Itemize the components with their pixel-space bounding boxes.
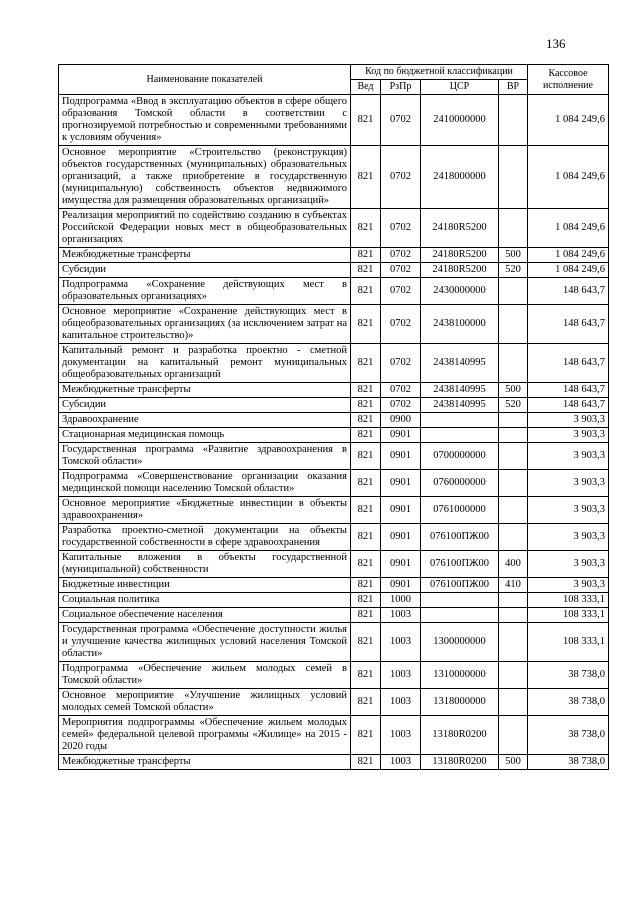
row-ved: 821 — [351, 689, 381, 716]
row-name: Социальная политика — [59, 593, 351, 608]
row-vr — [499, 497, 528, 524]
row-ved: 821 — [351, 146, 381, 209]
row-name: Подпрограмма «Ввод в эксплуатацию объектов в сфере общего образования Томской области в соответствии с прогнозируемой потребностью и современными требованиями к условиям обучения» — [59, 95, 351, 146]
row-sum: 1 084 249,6 — [528, 95, 609, 146]
row-vr — [499, 344, 528, 383]
row-rzpr: 0901 — [381, 524, 421, 551]
row-name: Разработка проектно-сметной документации на объекты государственной собственности в сфере здравоохранения — [59, 524, 351, 551]
row-sum: 3 903,3 — [528, 428, 609, 443]
header-ved: Вед — [351, 80, 381, 95]
row-rzpr: 1003 — [381, 662, 421, 689]
row-name: Государственная программа «Развитие здравоохранения в Томской области» — [59, 443, 351, 470]
row-vr: 410 — [499, 578, 528, 593]
row-vr — [499, 662, 528, 689]
row-vr: 520 — [499, 398, 528, 413]
row-ved: 821 — [351, 551, 381, 578]
table-body — [59, 95, 609, 770]
row-rzpr: 0702 — [381, 248, 421, 263]
row-ved: 821 — [351, 263, 381, 278]
row-rzpr: 0702 — [381, 209, 421, 248]
row-rzpr: 0901 — [381, 443, 421, 470]
row-rzpr: 0702 — [381, 278, 421, 305]
row-sum: 3 903,3 — [528, 551, 609, 578]
table-row — [59, 95, 609, 146]
row-ved: 821 — [351, 755, 381, 770]
row-csr: 0761000000 — [421, 497, 499, 524]
row-csr: 1318000000 — [421, 689, 499, 716]
table-row — [59, 524, 609, 551]
row-rzpr: 0901 — [381, 428, 421, 443]
row-sum: 148 643,7 — [528, 383, 609, 398]
row-sum: 108 333,1 — [528, 593, 609, 608]
row-name: Здравоохранение — [59, 413, 351, 428]
row-rzpr: 1003 — [381, 716, 421, 755]
table-row — [59, 413, 609, 428]
table-row — [59, 248, 609, 263]
header-csr: ЦСР — [421, 80, 499, 95]
row-csr: 2438100000 — [421, 305, 499, 344]
table-row — [59, 383, 609, 398]
row-name: Реализация мероприятий по содействию созданию в субъектах Российской Федерации новых мест в общеобразовательных организациях — [59, 209, 351, 248]
row-csr: 24180R5200 — [421, 209, 499, 248]
row-vr — [499, 470, 528, 497]
row-rzpr: 0702 — [381, 263, 421, 278]
row-ved: 821 — [351, 608, 381, 623]
row-name: Мероприятия подпрограммы «Обеспечение жильем молодых семей» федеральной целевой программы «Жилище» на 2015 - 2020 годы — [59, 716, 351, 755]
row-sum: 108 333,1 — [528, 623, 609, 662]
row-csr: 0700000000 — [421, 443, 499, 470]
table-row — [59, 398, 609, 413]
row-csr: 076100ПЖ00 — [421, 578, 499, 593]
row-rzpr: 0702 — [381, 398, 421, 413]
row-sum: 38 738,0 — [528, 689, 609, 716]
row-vr — [499, 305, 528, 344]
row-vr: 520 — [499, 263, 528, 278]
row-rzpr: 0702 — [381, 305, 421, 344]
budget-table — [58, 64, 609, 770]
row-sum: 38 738,0 — [528, 755, 609, 770]
table-row — [59, 551, 609, 578]
row-sum: 1 084 249,6 — [528, 263, 609, 278]
row-csr: 1300000000 — [421, 623, 499, 662]
table-row — [59, 593, 609, 608]
row-name: Основное мероприятие «Сохранение действующих мест в общеобразовательных организациях (за исключением затрат на капитальное строительство)» — [59, 305, 351, 344]
row-rzpr: 0901 — [381, 578, 421, 593]
row-rzpr: 0900 — [381, 413, 421, 428]
row-vr — [499, 608, 528, 623]
page-number: 136 — [546, 36, 566, 51]
row-ved: 821 — [351, 524, 381, 551]
row-ved: 821 — [351, 398, 381, 413]
row-rzpr: 0702 — [381, 95, 421, 146]
row-name: Субсидии — [59, 398, 351, 413]
row-rzpr: 1000 — [381, 593, 421, 608]
row-name: Капитальные вложения в объекты государственной (муниципальной) собственности — [59, 551, 351, 578]
row-csr: 2430000000 — [421, 278, 499, 305]
table-row — [59, 578, 609, 593]
row-sum: 1 084 249,6 — [528, 248, 609, 263]
row-vr — [499, 413, 528, 428]
row-rzpr: 0901 — [381, 551, 421, 578]
row-csr: 2438140995 — [421, 383, 499, 398]
row-rzpr: 0702 — [381, 146, 421, 209]
row-name: Бюджетные инвестиции — [59, 578, 351, 593]
row-name: Основное мероприятие «Строительство (реконструкция) объектов государственных (муниципальных) образовательных организаций, а также приобретение в государственную (муниципальную) собственность объектов недвижимого имущества для размещения образовательных организаций» — [59, 146, 351, 209]
row-csr: 2410000000 — [421, 95, 499, 146]
row-sum: 148 643,7 — [528, 344, 609, 383]
row-name: Межбюджетные трансферты — [59, 755, 351, 770]
row-name: Государственная программа «Обеспечение доступности жилья и улучшение качества жилищных условий населения Томской области» — [59, 623, 351, 662]
row-ved: 821 — [351, 413, 381, 428]
table-row — [59, 263, 609, 278]
row-name: Межбюджетные трансферты — [59, 383, 351, 398]
row-vr — [499, 623, 528, 662]
table-row — [59, 146, 609, 209]
table-row — [59, 755, 609, 770]
row-sum: 148 643,7 — [528, 278, 609, 305]
row-csr: 24180R5200 — [421, 263, 499, 278]
row-csr: 2438140995 — [421, 344, 499, 383]
row-ved: 821 — [351, 623, 381, 662]
row-csr — [421, 593, 499, 608]
row-sum: 108 333,1 — [528, 608, 609, 623]
row-ved: 821 — [351, 428, 381, 443]
row-ved: 821 — [351, 716, 381, 755]
table-row — [59, 470, 609, 497]
row-name: Подпрограмма «Сохранение действующих мест в образовательных организациях» — [59, 278, 351, 305]
header-name: Наименование показателей — [59, 65, 351, 95]
row-rzpr: 1003 — [381, 689, 421, 716]
row-ved: 821 — [351, 344, 381, 383]
row-ved: 821 — [351, 209, 381, 248]
row-sum: 38 738,0 — [528, 716, 609, 755]
row-rzpr: 1003 — [381, 623, 421, 662]
row-vr — [499, 146, 528, 209]
header-execution: Кассовое исполнение — [528, 65, 609, 95]
row-ved: 821 — [351, 383, 381, 398]
row-csr: 076100ПЖ00 — [421, 551, 499, 578]
row-ved: 821 — [351, 95, 381, 146]
table-row — [59, 623, 609, 662]
table-row — [59, 443, 609, 470]
row-vr: 400 — [499, 551, 528, 578]
row-vr — [499, 593, 528, 608]
row-csr: 2438140995 — [421, 398, 499, 413]
row-rzpr: 0901 — [381, 497, 421, 524]
table-row — [59, 305, 609, 344]
row-vr — [499, 428, 528, 443]
header-rzpr: РзПр — [381, 80, 421, 95]
row-name: Основное мероприятие «Бюджетные инвестиции в объекты здравоохранения» — [59, 497, 351, 524]
row-rzpr: 0901 — [381, 470, 421, 497]
row-ved: 821 — [351, 278, 381, 305]
row-csr: 13180R0200 — [421, 755, 499, 770]
row-csr: 0760000000 — [421, 470, 499, 497]
table-header — [59, 65, 609, 95]
row-name: Капитальный ремонт и разработка проектно - сметной документации на капитальный ремонт муниципальных общеобразовательных организаций — [59, 344, 351, 383]
row-vr: 500 — [499, 755, 528, 770]
row-name: Социальное обеспечение населения — [59, 608, 351, 623]
row-ved: 821 — [351, 443, 381, 470]
row-sum: 3 903,3 — [528, 470, 609, 497]
row-rzpr: 1003 — [381, 755, 421, 770]
row-name: Подпрограмма «Обеспечение жильем молодых семей в Томской области» — [59, 662, 351, 689]
row-sum: 1 084 249,6 — [528, 146, 609, 209]
row-vr — [499, 95, 528, 146]
table-row — [59, 209, 609, 248]
row-ved: 821 — [351, 578, 381, 593]
row-vr — [499, 524, 528, 551]
row-name: Подпрограмма «Совершенствование организации оказания медицинской помощи населению Томской области» — [59, 470, 351, 497]
row-sum: 3 903,3 — [528, 413, 609, 428]
table-row — [59, 662, 609, 689]
row-ved: 821 — [351, 497, 381, 524]
row-csr: 24180R5200 — [421, 248, 499, 263]
row-vr: 500 — [499, 383, 528, 398]
row-sum: 3 903,3 — [528, 443, 609, 470]
row-vr — [499, 209, 528, 248]
row-rzpr: 0702 — [381, 383, 421, 398]
row-sum: 148 643,7 — [528, 398, 609, 413]
table-row — [59, 278, 609, 305]
table-row — [59, 497, 609, 524]
row-vr — [499, 278, 528, 305]
header-vr: ВР — [499, 80, 528, 95]
row-csr — [421, 428, 499, 443]
row-sum: 1 084 249,6 — [528, 209, 609, 248]
row-rzpr: 1003 — [381, 608, 421, 623]
row-name: Субсидии — [59, 263, 351, 278]
row-name: Стационарная медицинская помощь — [59, 428, 351, 443]
row-csr: 13180R0200 — [421, 716, 499, 755]
row-csr: 2418000000 — [421, 146, 499, 209]
row-sum: 3 903,3 — [528, 578, 609, 593]
row-vr — [499, 443, 528, 470]
row-sum: 3 903,3 — [528, 524, 609, 551]
row-ved: 821 — [351, 248, 381, 263]
row-vr — [499, 716, 528, 755]
row-name: Основное мероприятие «Улучшение жилищных условий молодых семей Томской области» — [59, 689, 351, 716]
row-ved: 821 — [351, 470, 381, 497]
row-sum: 3 903,3 — [528, 497, 609, 524]
row-vr: 500 — [499, 248, 528, 263]
row-ved: 821 — [351, 305, 381, 344]
table-row — [59, 608, 609, 623]
row-csr: 1310000000 — [421, 662, 499, 689]
row-rzpr: 0702 — [381, 344, 421, 383]
table-row — [59, 716, 609, 755]
row-csr: 076100ПЖ00 — [421, 524, 499, 551]
row-sum: 38 738,0 — [528, 662, 609, 689]
table-row — [59, 428, 609, 443]
table-row — [59, 344, 609, 383]
header-budget-code: Код по бюджетной классификации — [351, 65, 528, 80]
row-ved: 821 — [351, 662, 381, 689]
row-vr — [499, 689, 528, 716]
row-csr — [421, 413, 499, 428]
row-csr — [421, 608, 499, 623]
row-ved: 821 — [351, 593, 381, 608]
table-row — [59, 689, 609, 716]
row-name: Межбюджетные трансферты — [59, 248, 351, 263]
row-sum: 148 643,7 — [528, 305, 609, 344]
